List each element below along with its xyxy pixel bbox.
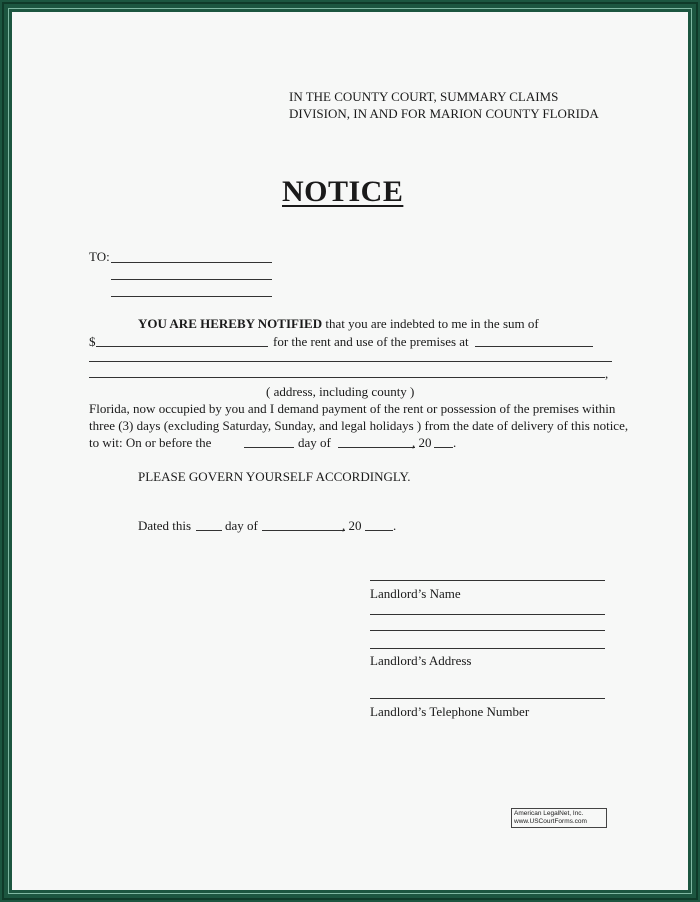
publisher-name: American LegalNet, Inc. bbox=[514, 810, 584, 817]
address-note: ( address, including county ) bbox=[266, 384, 415, 399]
court-header-line-2: DIVISION, IN AND FOR MARION COUNTY FLORIDA bbox=[289, 106, 599, 121]
dated-month-line bbox=[262, 530, 345, 531]
landlord-address-line-1 bbox=[370, 614, 605, 615]
govern-statement: PLEASE GOVERN YOURSELF ACCORDINGLY. bbox=[138, 469, 411, 484]
court-header-line-1: IN THE COUNTY COURT, SUMMARY CLAIMS bbox=[289, 89, 559, 104]
landlord-address-line-2 bbox=[370, 630, 605, 631]
to-wit-day-line bbox=[244, 447, 294, 448]
notice-title: NOTICE bbox=[282, 175, 404, 208]
rent-text: for the rent and use of the premises at bbox=[273, 334, 469, 349]
dated-year-prefix: , 20 bbox=[342, 518, 362, 533]
to-label: TO: bbox=[89, 249, 110, 264]
landlord-phone-line bbox=[370, 698, 605, 699]
landlord-phone-label: Landlord’s Telephone Number bbox=[370, 704, 530, 719]
publisher-website: www.USCourtForms.com bbox=[514, 818, 587, 825]
dated-period: . bbox=[393, 518, 397, 533]
notified-rest-text: that you are indebted to me in the sum of bbox=[322, 316, 539, 331]
landlord-name-label: Landlord’s Name bbox=[370, 586, 461, 601]
three-days-line: three (3) days (excluding Saturday, Sunday, and legal holidays ) from the date of delivery of this notice, bbox=[89, 418, 629, 433]
to-line-1 bbox=[111, 262, 272, 263]
landlord-name-line bbox=[370, 580, 605, 581]
address-line-2 bbox=[89, 377, 605, 378]
dated-day-line bbox=[196, 530, 222, 531]
to-wit-year-line bbox=[434, 447, 453, 448]
amount-line bbox=[96, 346, 268, 347]
landlord-address-line-3 bbox=[370, 648, 605, 649]
dollar-sign: $ bbox=[89, 334, 96, 349]
notified-line bbox=[138, 316, 539, 332]
florida-line: Florida, now occupied by you and I demand payment of the rent or possession of the premises within bbox=[89, 401, 616, 416]
premises-line bbox=[475, 346, 593, 347]
to-wit-day-of: day of bbox=[298, 435, 331, 450]
to-wit-year-prefix: , 20 bbox=[412, 435, 432, 450]
dated-day-of: day of bbox=[225, 518, 258, 533]
address-line-1 bbox=[89, 361, 612, 362]
dated-year-line bbox=[365, 530, 393, 531]
landlord-address-label: Landlord’s Address bbox=[370, 653, 472, 668]
notified-bold-text: YOU ARE HEREBY NOTIFIED bbox=[138, 316, 323, 331]
to-wit-text: to wit: On or before the bbox=[89, 435, 212, 450]
to-wit-month-line bbox=[338, 447, 415, 448]
publisher-stamp bbox=[511, 808, 607, 828]
to-line-3 bbox=[111, 296, 272, 297]
address-comma: , bbox=[605, 366, 609, 381]
document-page bbox=[12, 12, 688, 890]
to-line-2 bbox=[111, 279, 272, 280]
dated-this-text: Dated this bbox=[138, 518, 192, 533]
to-wit-period: . bbox=[453, 435, 457, 450]
